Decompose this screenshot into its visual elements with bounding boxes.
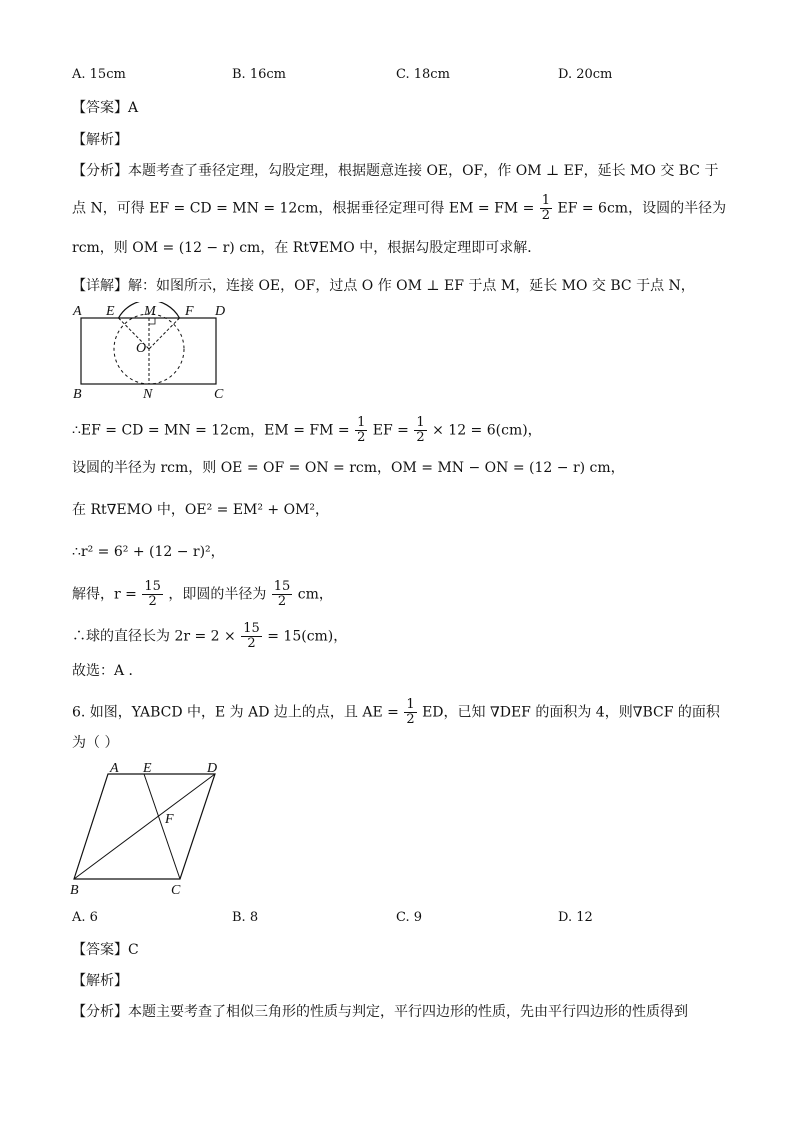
q6-analysis-heading: 【解析】 — [72, 973, 128, 989]
q6-option-a: A. 6 — [72, 910, 98, 925]
label-a: A — [73, 304, 82, 319]
fraction-half: $\frac{1}{2}$ — [357, 415, 366, 445]
q5-option-d: D. 20cm — [558, 67, 613, 82]
q5-step-1a: ∴EF = CD = MN = 12cm，EM = FM = — [72, 422, 350, 439]
label-n: N — [143, 387, 153, 402]
label-d: D — [215, 304, 226, 319]
label-o: O — [136, 341, 147, 356]
label-f: F — [185, 304, 194, 319]
fraction-15-over-2: $\frac{15}{2}$ — [273, 579, 291, 609]
q5-step-3: 在 Rt∇EMO 中，OE² = EM² + OM²， — [72, 502, 330, 518]
fraction-half: $\frac{1}{2}$ — [406, 697, 415, 727]
q6-analysis-line-1: 【分析】本题主要考查了相似三角形的性质与判定，平行四边形的性质，先由平行四边形的性质得到 — [72, 1004, 688, 1020]
label-f: F — [165, 812, 174, 827]
q5-choice: 故选：A ． — [72, 663, 143, 679]
q5-option-b: B. 16cm — [232, 67, 286, 82]
q5-option-a: A. 15cm — [72, 67, 126, 82]
label-d: D — [207, 761, 218, 776]
q5-step-1 — [72, 416, 542, 445]
q5-answer: 【答案】A — [72, 100, 139, 116]
label-e: E — [106, 304, 115, 319]
q5-analysis-line-3: rcm，则 OM = (12 − r) cm，在 Rt∇EMO 中，根据勾股定理即可求解． — [72, 240, 542, 256]
q5-step-6a: ∴球的直径长为 2r = 2 × — [72, 628, 236, 645]
fraction-15-over-2: $\frac{15}{2}$ — [243, 621, 260, 651]
label-b: B — [70, 883, 79, 898]
fraction-half: $\frac{1}{2}$ — [541, 193, 551, 223]
q6-stem-line-1 — [72, 698, 720, 727]
label-c: C — [214, 387, 224, 402]
q5-analysis-heading: 【解析】 — [72, 132, 128, 148]
label-b: B — [73, 387, 82, 402]
q6-answer: 【答案】C — [72, 942, 139, 958]
q6-option-d: D. 12 — [558, 910, 593, 925]
q5-option-c: C. 18cm — [396, 67, 450, 82]
q6-stem-a: 6. 如图，YABCD 中，E 为 AD 边上的点，且 AE = — [72, 704, 399, 721]
segment-of — [149, 318, 180, 349]
q5-step-1c: × 12 = 6(cm)， — [432, 422, 542, 439]
q5-step-5 — [72, 580, 333, 609]
q5-analysis-line-2a: 点 N，可得 EF = CD = MN = 12cm，根据垂径定理可得 EM = FM = — [72, 200, 535, 217]
diagonal-bd — [74, 774, 215, 879]
q5-analysis-line-2b: EF = 6cm，设圆的半径为 — [557, 200, 727, 217]
q5-step-2: 设圆的半径为 rcm，则 OE = OF = ON = rcm，OM = MN − ON = (12 − r) cm， — [72, 460, 625, 476]
label-m: M — [144, 304, 156, 319]
q6-figure-parallelogram — [68, 758, 233, 900]
q5-step-4: ∴r² = 6² + (12 − r)²， — [72, 544, 225, 560]
label-a: A — [110, 761, 119, 776]
fraction-15-over-2: $\frac{15}{2}$ — [144, 579, 161, 609]
q5-step-6b: = 15(cm)， — [267, 628, 348, 645]
q5-figure-rectangle-circle — [72, 302, 232, 402]
q5-analysis-line-2 — [72, 194, 726, 223]
q6-stem-line-2: 为（ ） — [72, 735, 119, 751]
q5-step-5c: cm， — [297, 586, 333, 603]
q6-option-b: B. 8 — [232, 910, 259, 925]
q5-detail-line: 【详解】解：如图所示，连接 OE，OF，过点 O 作 OM ⊥ EF 于点 M，延长 MO 交 BC 于点 N， — [72, 278, 695, 294]
segment-ec — [144, 774, 180, 879]
q5-step-1b: EF = — [372, 422, 409, 439]
q6-stem-b: ED，已知 ∇DEF 的面积为 4，则∇BCF 的面积 — [422, 704, 720, 721]
q5-step-6 — [72, 622, 347, 651]
q5-step-5a: 解得，r = — [72, 586, 137, 603]
fraction-half: $\frac{1}{2}$ — [416, 415, 425, 445]
label-e: E — [143, 761, 152, 776]
q5-analysis-line-1: 【分析】本题考查了垂径定理，勾股定理，根据题意连接 OE，OF，作 OM ⊥ EF，延长 MO 交 BC 于 — [72, 163, 719, 179]
q5-step-5b: ，即圆的半径为 — [168, 586, 267, 603]
q6-option-c: C. 9 — [396, 910, 423, 925]
label-c: C — [171, 883, 181, 898]
